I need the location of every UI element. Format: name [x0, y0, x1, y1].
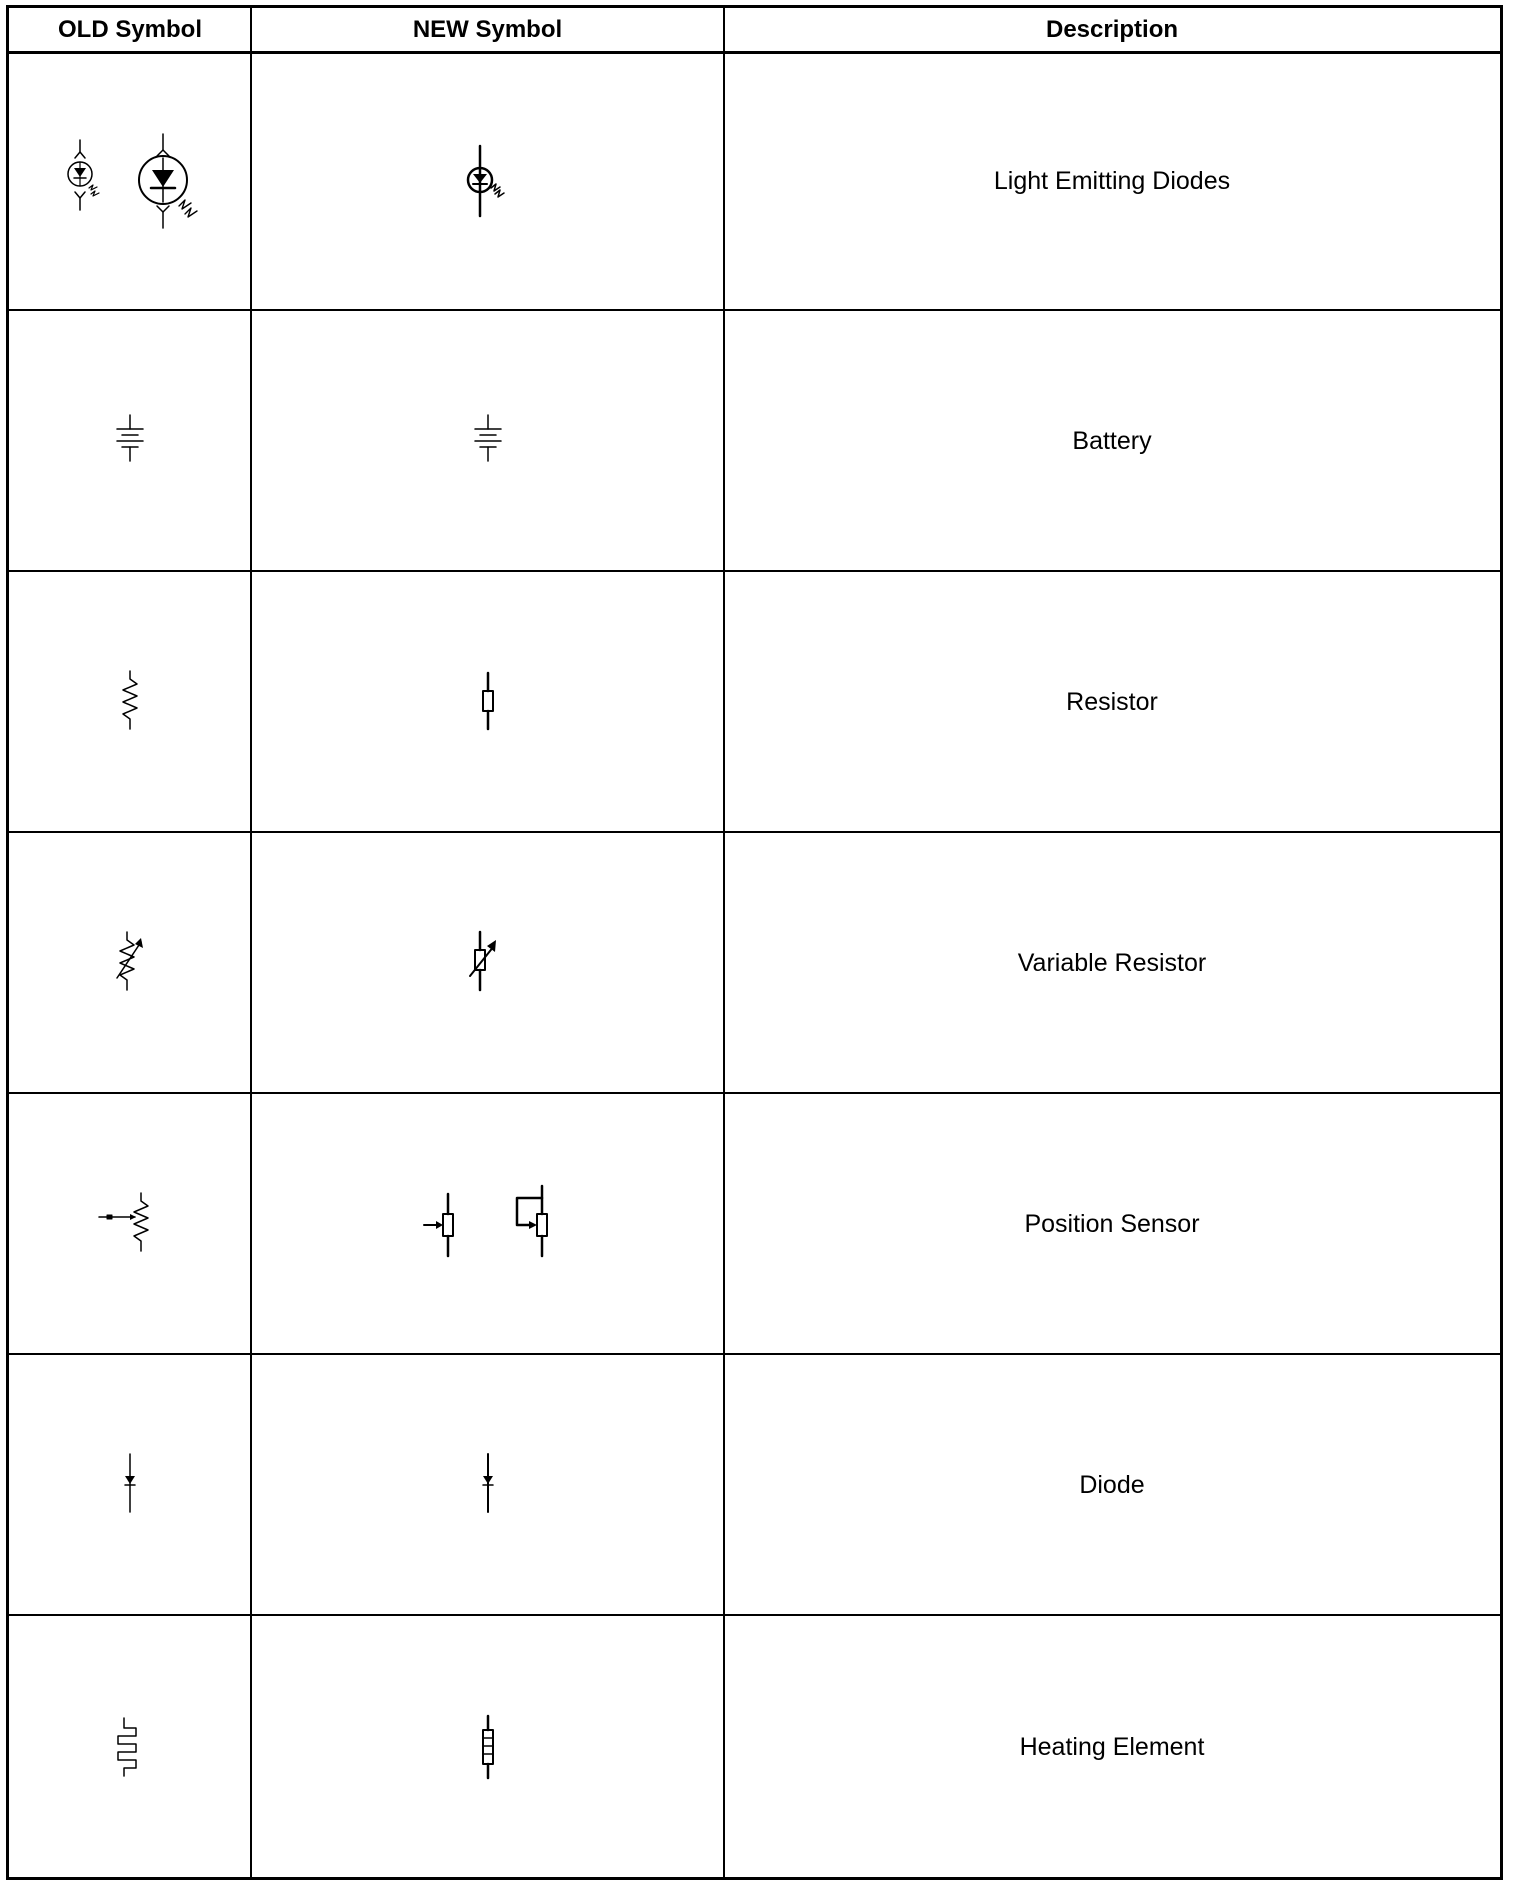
description-cell: Position Sensor	[1024, 1209, 1200, 1238]
resistor-old-icon	[110, 667, 150, 737]
header-old-symbol: OLD Symbol	[57, 15, 202, 43]
description-cell: Diode	[1079, 1470, 1145, 1499]
resistor-new-icon	[468, 667, 508, 737]
position-sensor-old-icon	[95, 1189, 165, 1259]
description-cell: Variable Resistor	[1017, 948, 1207, 977]
table-row-cell-old	[9, 53, 251, 310]
description-cell: Light Emitting Diodes	[993, 167, 1231, 195]
table-row-cell-new	[251, 53, 724, 310]
battery-old-icon	[110, 411, 150, 471]
header-new-symbol: NEW Symbol	[412, 15, 563, 43]
led-new-icon	[458, 142, 518, 222]
diode-new-icon	[473, 1450, 503, 1520]
table-row-cell-old	[9, 833, 251, 1093]
table-row-cell-old	[9, 572, 251, 832]
heating-element-old-icon	[110, 1712, 150, 1782]
table-row-cell-new	[251, 572, 724, 832]
table-row-cell-new	[251, 1355, 724, 1615]
description-cell: Battery	[1072, 426, 1152, 455]
header-description: Description	[1045, 15, 1179, 43]
table-row-cell-new	[251, 1616, 724, 1878]
table-row-cell-new	[251, 1094, 724, 1354]
led-old-icon	[55, 132, 205, 232]
symbol-table	[6, 5, 1503, 1880]
position-sensor-new-icon	[418, 1184, 558, 1264]
table-row-cell-new	[251, 833, 724, 1093]
table-row-cell-old	[9, 1355, 251, 1615]
description-cell: Heating Element	[1019, 1732, 1205, 1761]
table-row-cell-new	[251, 311, 724, 571]
description-cell: Resistor	[1066, 687, 1158, 716]
variable-resistor-old-icon	[105, 928, 155, 998]
table-row-cell-old	[9, 1616, 251, 1878]
heating-element-new-icon	[468, 1712, 508, 1782]
variable-resistor-new-icon	[458, 928, 518, 998]
battery-new-icon	[468, 411, 508, 471]
table-row-cell-old	[9, 311, 251, 571]
diode-old-icon	[115, 1450, 145, 1520]
table-row-cell-old	[9, 1094, 251, 1354]
